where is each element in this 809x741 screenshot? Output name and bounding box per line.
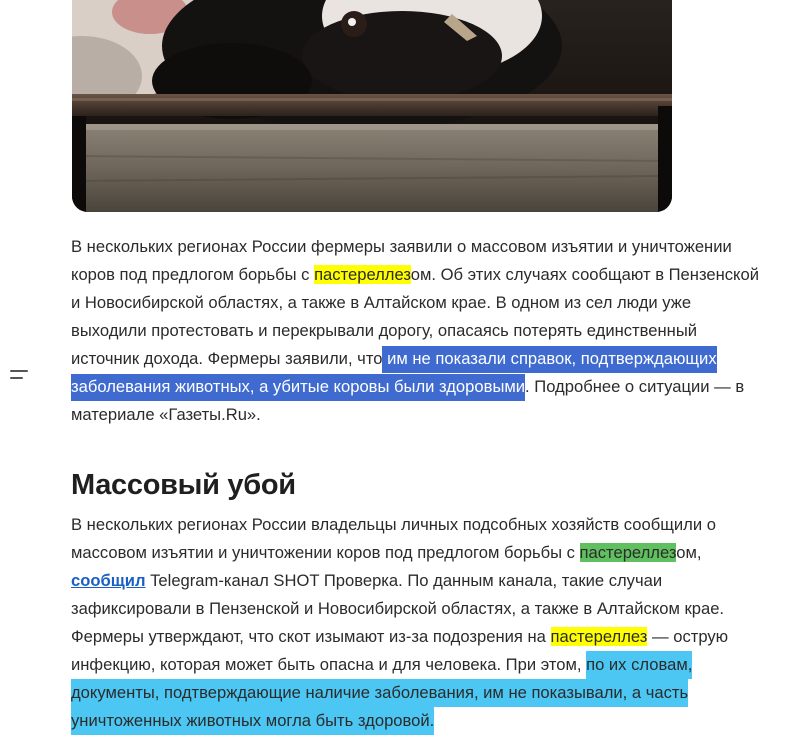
table-of-contents-icon[interactable] (10, 370, 28, 386)
paragraph-text: . Подробнее о ситуации — в материале «Газеты.Ru». (71, 377, 745, 424)
paragraph-text: ом, (676, 543, 702, 562)
paragraph-text: В нескольких регионах России фермеры заявили о массовом изъятии и уничтожении коров под предлогом борьбы с (71, 237, 732, 284)
paragraph-text: — острую инфекцию, которая может быть опасна и для человека. При этом, (71, 627, 729, 674)
highlight-blue-selection: им не показали справок, подтверждающих заболевания животных, а убитые коровы были здоровыми (71, 346, 717, 401)
article-paragraph-1 (71, 233, 761, 429)
section-heading: Массовый убой (71, 469, 296, 501)
article-paragraph-2 (71, 511, 761, 735)
highlight-cyan: по их словам, документы, подтверждающие наличие заболевания, им не показывали, а часть уничтоженных животных могла быть здоровой. (71, 651, 692, 735)
calf-photo-illustration (72, 0, 672, 212)
paragraph-text: ом. Об этих случаях сообщают в Пензенской и Новосибирской областях, а также в Алтайском крае. В одном из сел люди уже выходили протестовать и перекрывали дорогу, опасаясь потерять единственный источник дохода. Фермеры заявили, что (71, 265, 759, 368)
highlight-yellow: пастереллез (550, 627, 648, 646)
highlight-yellow: пастереллез (314, 265, 411, 284)
source-link[interactable]: сообщил (71, 571, 146, 590)
article-photo (72, 0, 672, 212)
paragraph-text: В нескольких регионах России владельцы личных подсобных хозяйств сообщили о массовом изъятии и уничтожении коров под предлогом борьбы с (71, 515, 716, 562)
highlight-green: пастереллез (579, 543, 677, 562)
paragraph-text: Telegram-канал SHOT Проверка. По данным канала, такие случаи зафиксировали в Пензенской и Новосибирской областях, а также в Алтайском крае. Фермеры утверждают, что скот изымают из-за подозрения на (71, 571, 725, 646)
